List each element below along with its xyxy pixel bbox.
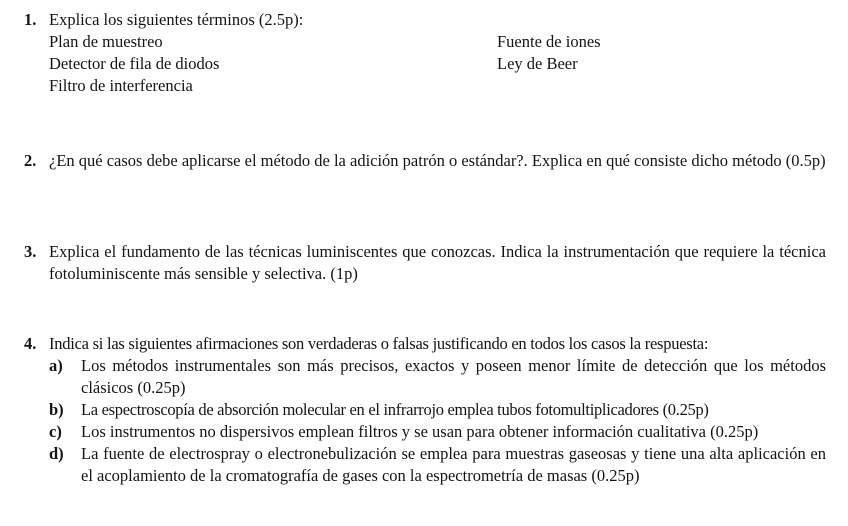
question-3-header [24,241,826,285]
term-fuente-de-iones: Fuente de iones [497,32,601,51]
statement-d-label: d) [49,444,64,463]
term-plan-de-muestreo: Plan de muestreo [49,32,163,51]
statement-c-text: Los instrumentos no dispersivos emplean filtros y se usan para obtener información cualitativa (0.25p) [81,422,759,441]
question-4-number: 4. [24,334,37,353]
statement-a-label: a) [49,356,63,375]
statement-a-text: Los métodos instrumentales son más precisos, exactos y poseen menor límite de detección que los métodos clásicos (0.25p) [81,356,826,397]
statement-b [24,399,826,421]
question-2 [24,150,826,172]
term-ley-de-beer: Ley de Beer [497,54,578,73]
statement-c-label: c) [49,422,62,441]
term-detector-de-fila-de-diodos: Detector de fila de diodos [49,54,220,73]
question-4-header [24,333,826,355]
question-1-terms [49,31,826,97]
statement-c [24,421,826,443]
question-2-text: ¿En qué casos debe aplicarse el método de la adición patrón o estándar?. Explica en qué consiste dicho método (0.5p) [49,151,826,170]
question-3-number: 3. [24,242,37,261]
question-1 [24,9,826,97]
question-4 [24,333,826,487]
question-1-number: 1. [24,10,37,29]
statement-d [24,443,826,487]
question-2-number: 2. [24,151,37,170]
statement-b-label: b) [49,400,64,419]
terms-right-column [497,31,601,75]
question-1-header [24,9,826,31]
question-2-header [24,150,826,172]
term-filtro-de-interferencia: Filtro de interferencia [49,76,193,95]
statement-a [24,355,826,399]
question-4-text: Indica si las siguientes afirmaciones son verdaderas o falsas justificando en todos los casos la respuesta: [49,334,709,353]
question-3 [24,241,826,285]
statement-d-text: La fuente de electrospray o electronebulización se emplea para muestras gaseosas y tiene una alta aplicación en el acoplamiento de la cromatografía de gases con la espectrometría de masas (0.25p) [81,444,826,485]
question-3-text: Explica el fundamento de las técnicas luminiscentes que conozcas. Indica la instrumentación que requiere la técnica fotoluminiscente más sensible y selectiva. (1p) [49,242,826,283]
question-1-text: Explica los siguientes términos (2.5p): [49,10,304,29]
statement-b-text: La espectroscopía de absorción molecular en el infrarrojo emplea tubos fotomultiplicadores (0.25p) [81,400,709,419]
